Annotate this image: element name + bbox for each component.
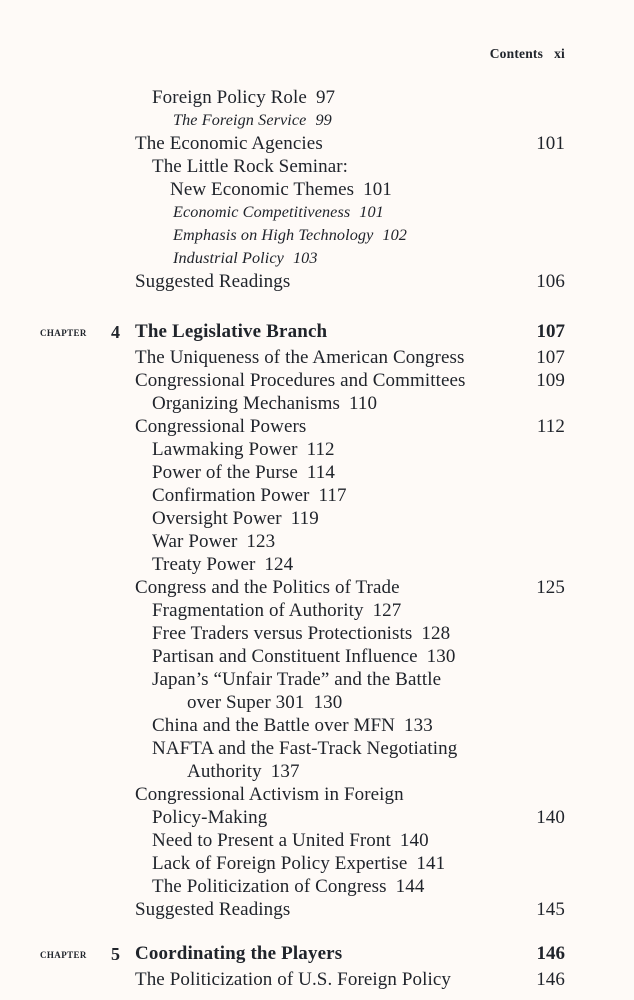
toc-entry bbox=[40, 224, 565, 247]
page-number: 101 bbox=[363, 179, 392, 200]
toc-entry-title: Confirmation Power bbox=[152, 485, 310, 506]
toc-entry bbox=[40, 760, 565, 783]
toc-entry bbox=[40, 132, 565, 155]
toc-entry-title: Need to Present a United Front bbox=[152, 830, 391, 851]
chapter-number: 4 bbox=[111, 322, 120, 342]
page-number: 140 bbox=[536, 807, 565, 828]
toc-entry-title: Lack of Foreign Policy Expertise bbox=[152, 853, 408, 874]
page-number: 146 bbox=[536, 969, 565, 990]
section-spacer bbox=[40, 921, 565, 941]
toc-entry-title: The Economic Agencies bbox=[135, 133, 323, 154]
toc-entry bbox=[40, 247, 565, 270]
toc-entry-title: Policy-Making bbox=[152, 807, 268, 828]
toc-entry-title: Emphasis on High Technology bbox=[173, 226, 374, 244]
toc-entry bbox=[40, 109, 565, 132]
toc-entry-title: China and the Battle over MFN bbox=[152, 715, 395, 736]
chapter-title: Coordinating the Players bbox=[135, 943, 343, 964]
toc-entry-title: Free Traders versus Protectionists bbox=[152, 623, 413, 644]
page-number: 114 bbox=[306, 462, 335, 483]
toc-entry-title: The Politicization of Congress bbox=[152, 876, 387, 897]
page-number: 125 bbox=[536, 577, 565, 598]
toc-entry-title: The Foreign Service bbox=[173, 111, 307, 129]
chapter-number: 5 bbox=[111, 944, 120, 964]
toc-entry-title: Congressional Activism in Foreign bbox=[135, 784, 404, 805]
toc-entry bbox=[40, 783, 565, 806]
page-number: 103 bbox=[292, 249, 318, 267]
running-head-page-number: xi bbox=[554, 46, 565, 61]
page-number: 130 bbox=[426, 646, 456, 667]
toc-entry bbox=[40, 484, 565, 507]
page-number: 140 bbox=[399, 830, 429, 851]
page-number: 117 bbox=[318, 485, 347, 506]
toc-entry bbox=[40, 714, 565, 737]
page-number: 101 bbox=[359, 203, 384, 221]
toc-entry-title: Authority bbox=[187, 761, 262, 782]
toc-entry bbox=[40, 530, 565, 553]
toc-entry-title: Fragmentation of Authority bbox=[152, 600, 364, 621]
toc-entry bbox=[40, 461, 565, 484]
toc-entry bbox=[40, 668, 565, 691]
page-number: 107 bbox=[536, 321, 565, 342]
toc-entry bbox=[40, 829, 565, 852]
toc-entry bbox=[40, 507, 565, 530]
page-number: 102 bbox=[382, 226, 407, 244]
toc-entry bbox=[40, 875, 565, 898]
page-number: 97 bbox=[315, 87, 336, 108]
page-number: 106 bbox=[536, 271, 565, 292]
toc-entry bbox=[40, 438, 565, 461]
page-number: 112 bbox=[306, 439, 335, 460]
page-number: 112 bbox=[536, 416, 565, 437]
toc-entry bbox=[40, 415, 565, 438]
toc-entry-title: Treaty Power bbox=[152, 554, 256, 575]
page-number: 145 bbox=[536, 899, 565, 920]
toc-entry-title: Oversight Power bbox=[152, 508, 282, 529]
toc-entry-title: Economic Competitiveness bbox=[173, 203, 351, 221]
toc-entry-title: over Super 301 bbox=[187, 692, 305, 713]
page-number: 141 bbox=[416, 853, 446, 874]
running-head bbox=[490, 46, 565, 62]
toc-entry bbox=[40, 201, 565, 224]
toc-entry bbox=[40, 645, 565, 668]
chapter-title: The Legislative Branch bbox=[135, 321, 328, 342]
toc-entry-title: NAFTA and the Fast-Track Negotiating bbox=[152, 738, 458, 759]
toc-entry-title: Organizing Mechanisms bbox=[152, 393, 341, 414]
toc-entry-title: Congressional Powers bbox=[135, 416, 307, 437]
toc-entry bbox=[40, 369, 565, 392]
toc-entry-title: Japan’s “Unfair Trade” and the Battle bbox=[152, 669, 442, 690]
page-number: 137 bbox=[270, 761, 300, 782]
page-number: 124 bbox=[264, 554, 294, 575]
toc-entry bbox=[40, 737, 565, 760]
toc-entry bbox=[40, 270, 565, 293]
toc-entry bbox=[40, 691, 565, 714]
toc-entry bbox=[40, 968, 565, 991]
toc-entry bbox=[40, 576, 565, 599]
toc-entry bbox=[40, 155, 565, 178]
page-number: 110 bbox=[349, 393, 378, 414]
page-number: 123 bbox=[246, 531, 276, 552]
page-number: 127 bbox=[372, 600, 402, 621]
page-number: 128 bbox=[421, 623, 451, 644]
page-number: 146 bbox=[536, 943, 565, 964]
chapter-label: chapter bbox=[40, 325, 87, 339]
page-number: 119 bbox=[290, 508, 319, 529]
toc-entry-title: Congress and the Politics of Trade bbox=[135, 577, 400, 598]
toc-entry bbox=[40, 178, 565, 201]
toc-entry bbox=[40, 346, 565, 369]
toc-entry bbox=[40, 599, 565, 622]
running-head-label: Contents bbox=[489, 46, 544, 61]
page-number: 133 bbox=[404, 715, 433, 736]
toc-entry bbox=[40, 86, 565, 109]
toc-entry bbox=[40, 553, 565, 576]
page-number: 99 bbox=[315, 111, 332, 129]
toc-entry-title: Suggested Readings bbox=[135, 271, 291, 292]
toc-entry-title: Lawmaking Power bbox=[152, 439, 298, 460]
toc-entry bbox=[40, 622, 565, 645]
page-number: 130 bbox=[313, 692, 343, 713]
toc-entry-title: Suggested Readings bbox=[135, 899, 291, 920]
chapter-entry bbox=[40, 941, 565, 968]
toc-entry-title: Power of the Purse bbox=[152, 462, 298, 483]
page-number: 109 bbox=[536, 370, 565, 391]
section-spacer bbox=[40, 293, 565, 319]
toc-entry bbox=[40, 806, 565, 829]
chapter-label: chapter bbox=[40, 947, 87, 961]
chapter-entry bbox=[40, 319, 565, 346]
page-number: 144 bbox=[395, 876, 425, 897]
toc-entry-title: War Power bbox=[152, 531, 238, 552]
page-number: 107 bbox=[536, 347, 565, 368]
table-of-contents bbox=[40, 86, 565, 991]
toc-entry-title: The Little Rock Seminar: bbox=[152, 156, 349, 177]
toc-entry-title: Congressional Procedures and Committees bbox=[135, 370, 466, 391]
toc-entry-title: The Uniqueness of the American Congress bbox=[135, 347, 465, 368]
page-number: 101 bbox=[536, 133, 565, 154]
toc-entry-title: New Economic Themes bbox=[170, 179, 355, 200]
toc-entry bbox=[40, 392, 565, 415]
toc-entry-title: The Politicization of U.S. Foreign Policy bbox=[135, 969, 451, 990]
toc-entry-title: Foreign Policy Role bbox=[152, 87, 307, 108]
toc-entry bbox=[40, 852, 565, 875]
toc-entry-title: Industrial Policy bbox=[173, 249, 284, 267]
toc-entry-title: Partisan and Constituent Influence bbox=[152, 646, 418, 667]
toc-entry bbox=[40, 898, 565, 921]
